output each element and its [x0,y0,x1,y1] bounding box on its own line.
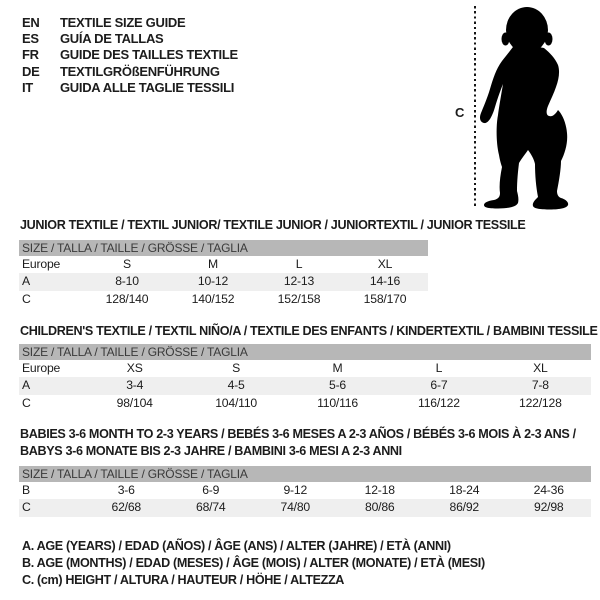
cell: 4-5 [227,378,245,393]
cell: 110/116 [317,395,358,410]
cell: M [332,361,343,375]
table-row-height [19,291,428,308]
cell: 128/140 [105,291,149,306]
lang-row-de [22,64,238,80]
lang-text: GUIDE DES TAILLES TEXTILE [60,47,238,63]
lang-text: GUIDA ALLE TAGLIE TESSILI [60,79,235,95]
babies-table-title [20,426,576,460]
cell: 12-13 [283,274,315,289]
row-label: C [22,500,31,515]
size-table-header: SIZE / TALLA / TAILLE / GRÖSSE / TAGLIA [19,240,428,256]
lang-text: TEXTILGRÖßENFÜHRUNG [60,63,220,79]
table-row-age [19,273,428,290]
lang-code: IT [22,79,33,95]
cell: 24-36 [533,483,564,497]
lang-row-es [22,31,238,47]
lang-code: EN [22,15,40,30]
legend-age-months: B. AGE (MONTHS) / EDAD (MESES) / ÂGE (MOIS) / ALTER (MONATE) / ETÀ (MESI) [22,556,485,571]
row-label: C [22,395,31,410]
cell: 14-16 [369,274,401,289]
row-label: Europe [22,257,61,271]
lang-row-en [22,15,238,31]
cell: 68/74 [196,500,226,515]
toddler-silhouette-icon [470,3,580,213]
cell: 62/68 [111,500,141,515]
cell: 9-12 [283,483,308,497]
cell: 8-10 [115,274,139,289]
lang-text: GUÍA DE TALLAS [60,31,164,47]
legend-age-years: A. AGE (YEARS) / EDAD (AÑOS) / ÂGE (ANS) / ALTER (JAHRE) / ETÀ (ANNI) [22,539,451,553]
cell: L [435,361,443,375]
lang-code: FR [22,47,39,63]
cell: XL [377,257,393,271]
babies-title-line-1: BABIES 3-6 MONTH TO 2-3 YEARS / BEBÉS 3-6 MESES A 2-3 AÑOS / BÉBÉS 3-6 MOIS À 2-3 ANS / [20,427,576,441]
table-row-height [19,395,591,412]
table-row-europe [19,360,591,377]
cell: S [232,361,241,375]
cell: 92/98 [534,500,564,515]
cell: 74/80 [280,500,310,515]
cell: 5-6 [329,378,347,393]
table-row-height [19,499,591,516]
lang-code: DE [22,63,40,79]
cell: 7-8 [531,378,549,393]
cell: 98/104 [116,395,153,410]
lang-row-it [22,80,238,96]
lang-text: TEXTILE SIZE GUIDE [60,15,186,30]
cell: 6-7 [430,378,448,393]
row-label: A [22,274,30,289]
junior-size-table [19,240,428,308]
cell: 86/92 [449,500,479,515]
table-row-age [19,377,591,394]
size-table-header: SIZE / TALLA / TAILLE / GRÖSSE / TAGLIA [19,344,591,360]
children-table-title: CHILDREN'S TEXTILE / TEXTIL NIÑO/A / TEXTILE DES ENFANTS / KINDERTEXTIL / BAMBINI TESSILE [20,324,598,338]
babies-title-line-2: BABYS 3-6 MONATE BIS 2-3 JAHRE / BAMBINI 3-6 MESI A 2-3 ANNI [20,444,402,458]
cell: 3-4 [126,378,144,393]
cell: M [208,257,218,271]
row-label: B [22,483,30,497]
cell: XS [126,361,143,375]
size-table-header: SIZE / TALLA / TAILLE / GRÖSSE / TAGLIA [19,466,591,482]
height-measure-label: C [455,105,464,120]
cell: 80/86 [365,500,395,515]
cell: 6-9 [202,483,220,497]
row-label: A [22,378,30,393]
legend-height: C. (cm) HEIGHT / ALTURA / HAUTEUR / HÖHE / ALTEZZA [22,573,345,588]
cell: 18-24 [449,483,480,497]
cell: S [123,257,131,271]
lang-code: ES [22,31,39,47]
row-label: C [22,291,31,306]
lang-row-fr [22,47,238,63]
cell: 104/110 [215,395,257,410]
table-row-age-months [19,482,591,499]
cell: 122/128 [519,395,562,410]
cell: XL [533,361,548,375]
cell: 152/158 [277,291,321,306]
cell: 3-6 [117,483,135,497]
cell: L [295,257,303,271]
cell: 140/152 [191,291,235,306]
children-size-table [19,344,591,412]
cell: 12-18 [364,483,395,497]
cell: 116/122 [418,395,460,410]
cell: 10-12 [197,274,229,289]
cell: 158/170 [363,291,407,306]
language-header [22,15,238,96]
table-row-europe [19,256,428,273]
measure-legend [22,538,485,590]
babies-size-table [19,466,591,517]
row-label: Europe [22,361,61,375]
junior-table-title: JUNIOR TEXTILE / TEXTIL JUNIOR/ TEXTILE JUNIOR / JUNIORTEXTIL / JUNIOR TESSILE [20,218,526,232]
